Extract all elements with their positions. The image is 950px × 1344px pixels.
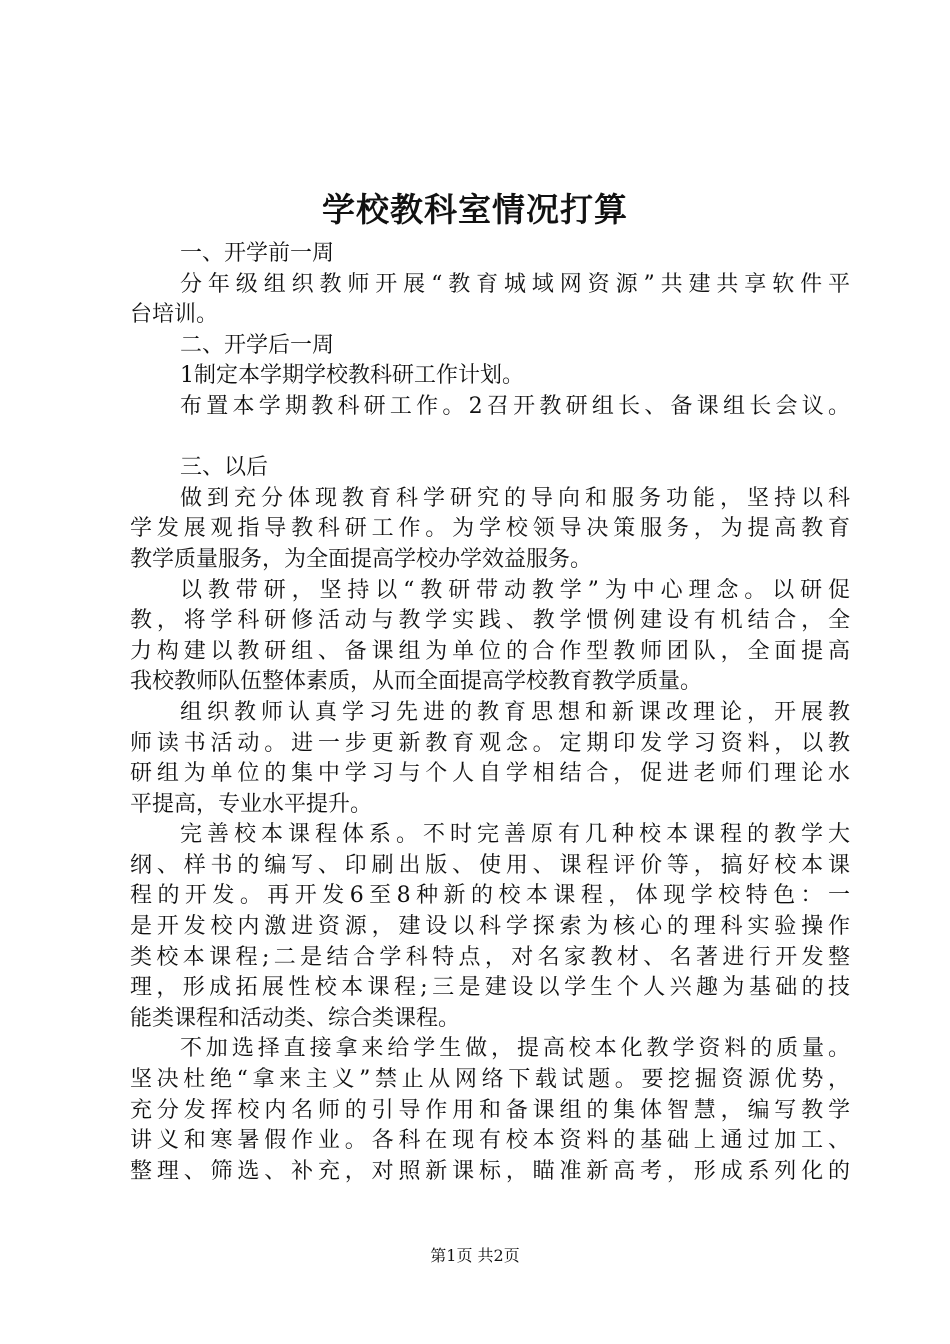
text-line: 不加选择直接拿来给学生做，提高校本化教学资料的质量。 bbox=[180, 1036, 854, 1062]
text-line: 组织教师认真学习先进的教育思想和新课改理论，开展教 bbox=[180, 699, 855, 725]
document-body bbox=[130, 239, 856, 1187]
document-title: 学校教科室情况打算 bbox=[322, 190, 628, 229]
text-line: 是开发校内激进资源，建设以科学探索为核心的理科实验操作 bbox=[130, 914, 855, 940]
text-line: 程的开发。再开发6至8种新的校本课程，体现学校特色：一 bbox=[130, 883, 856, 909]
text-line: 研组为单位的集中学习与个人自学相结合，促进老师们理论水 bbox=[130, 761, 855, 787]
text-line: 分年级组织教师开展“教育城域网资源”共建共享软件平 bbox=[180, 271, 856, 297]
text-line: 能类课程和活动类、综合类课程。 bbox=[130, 1005, 461, 1031]
text-line: 充分发挥校内名师的引导作用和备课组的集体智慧，编写教学 bbox=[130, 1097, 855, 1123]
text-line: 我校教师队伍整体素质，从而全面提高学校教育教学质量。 bbox=[130, 669, 703, 695]
text-line: 讲义和寒暑假作业。各科在现有校本资料的基础上通过加工、 bbox=[130, 1128, 855, 1154]
text-line: 台培训。 bbox=[130, 302, 219, 328]
text-line: 教，将学科研修活动与教学实践、教学惯例建设有机结合，全 bbox=[130, 608, 855, 634]
text-line: 以教带研，坚持以“教研带动教学”为中心理念。以研促 bbox=[180, 577, 856, 603]
text-line: 类校本课程;二是结合学科特点，对名家教材、名著进行开发整 bbox=[130, 944, 855, 970]
text-line: 完善校本课程体系。不时完善原有几种校本课程的教学大 bbox=[180, 822, 855, 848]
text-line: 学发展观指导教科研工作。为学校领导决策服务，为提高教育 bbox=[130, 516, 855, 542]
text-line: 一、开学前一周 bbox=[180, 241, 335, 266]
text-line: 坚决杜绝“拿来主义”禁止从网络下载试题。要挖掘资源优势， bbox=[130, 1067, 855, 1093]
text-line: 做到充分体现教育科学研究的导向和服务功能，坚持以科 bbox=[180, 485, 855, 511]
text-line: 二、开学后一周 bbox=[180, 332, 335, 358]
text-line: 力构建以教研组、备课组为单位的合作型教师团队，全面提高 bbox=[130, 638, 855, 664]
text-line: 平提高，专业水平提升。 bbox=[130, 791, 373, 817]
text-line: 整理、筛选、补充，对照新课标，瞄准新高考，形成系列化的 bbox=[130, 1158, 855, 1184]
text-line: 1制定本学期学校教科研工作计划。 bbox=[180, 363, 524, 389]
text-line: 师读书活动。进一步更新教育观念。定期印发学习资料，以教 bbox=[130, 730, 855, 756]
text-line: 纲、样书的编写、印刷出版、使用、课程评价等，搞好校本课 bbox=[130, 852, 855, 878]
text-line: 教学质量服务，为全面提高学校办学效益服务。 bbox=[130, 546, 593, 572]
text-line: 理，形成拓展性校本课程;三是建设以学生个人兴趣为基础的技 bbox=[130, 975, 855, 1001]
page-footer: 第1页 共2页 bbox=[430, 1246, 520, 1265]
text-line bbox=[130, 423, 850, 454]
text-line: 三、以后 bbox=[180, 455, 269, 481]
text-line: 布置本学期教科研工作。2召开教研组长、备课组长会议。 bbox=[180, 393, 855, 419]
